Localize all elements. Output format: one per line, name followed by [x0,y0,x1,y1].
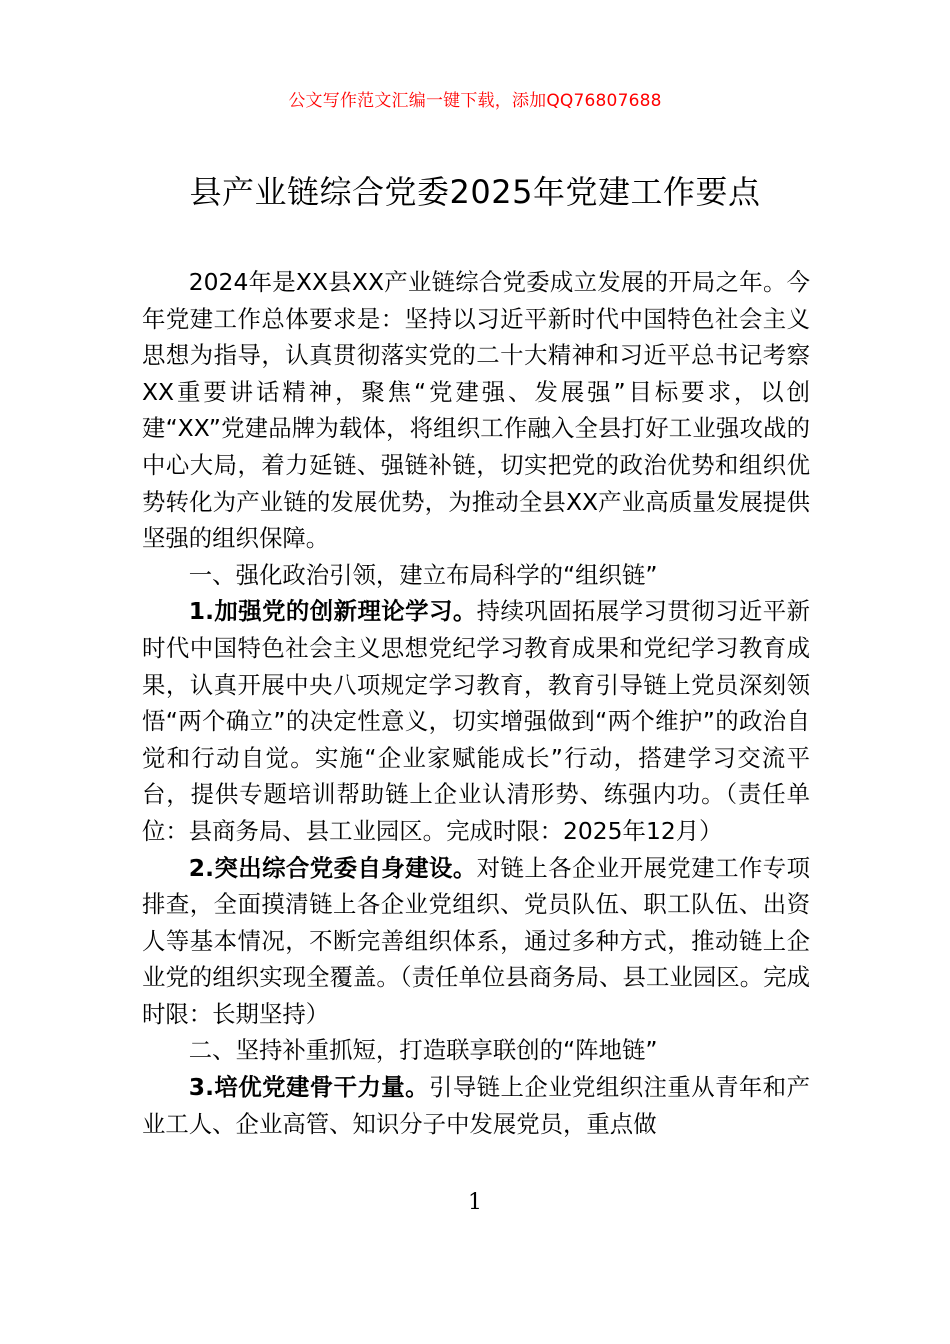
item-body-1: 持续巩固拓展学习贯彻习近平新时代中国特色社会主义思想党纪学习教育成果和党纪学习教育成果，认真开展中央八项规定学习教育，教育引导链上党员深刻领悟“两个确立”的决定性意义，切实增强做到“两个维护”的政治自觉和行动自觉。实施“企业家赋能成长”行动，搭建学习交流平台，提供专题培训帮助链上企业认清形势、练强内功。（责任单位：县商务局、县工业园区。完成时限：2025年12月） [142,597,810,845]
item-body-2: 对链上各企业开展党建工作专项排查，全面摸清链上各企业党组织、党员队伍、职工队伍、出资人等基本情况，不断完善组织体系，通过多种方式，推动链上企业党的组织实现全覆盖。（责任单位县商务局、县工业园区。完成时限：长期坚持） [142,853,810,1028]
item-paragraph-1 [142,593,810,849]
section-heading-2: 二、坚持补重抓短，打造联享联创的“阵地链” [188,1036,658,1065]
page-number: 1 [468,1190,482,1215]
document-body [142,264,810,1142]
section-heading-1: 一、强化政治引领，建立布局科学的“组织链” [188,560,658,589]
intro-paragraph: 2024年是XX县XX产业链综合党委成立发展的开局之年。今年党建工作总体要求是：坚持以习近平新时代中国特色社会主义思想为指导，认真贯彻落实党的二十大精神和习近平总书记考察XX重要讲话精神，聚焦“党建强、发展强”目标要求，以创建“XX”党建品牌为载体，将组织工作融入全县打好工业强攻战的中心大局，着力延链、强链补链，切实把党的政治优势和组织优势转化为产业链的发展优势，为推动全县XX产业高质量发展提供坚强的组织保障。 [142,268,810,553]
watermark-text: 公文写作范文汇编一键下载，添加QQ76807688 [288,91,662,111]
item-paragraph-2 [142,850,810,1033]
item-title-2: 2.突出综合党委自身建设。 [188,853,477,882]
document-title: 县产业链综合党委2025年党建工作要点 [189,173,761,211]
item-body-3: 引导链上企业党组织注重从青年和产业工人、企业高管、知识分子中发展党员，重点做 [142,1073,810,1138]
item-title-1: 1.加强党的创新理论学习。 [188,597,477,626]
item-paragraph-3 [142,1069,810,1142]
item-title-3: 3.培优党建骨干力量。 [188,1073,429,1102]
